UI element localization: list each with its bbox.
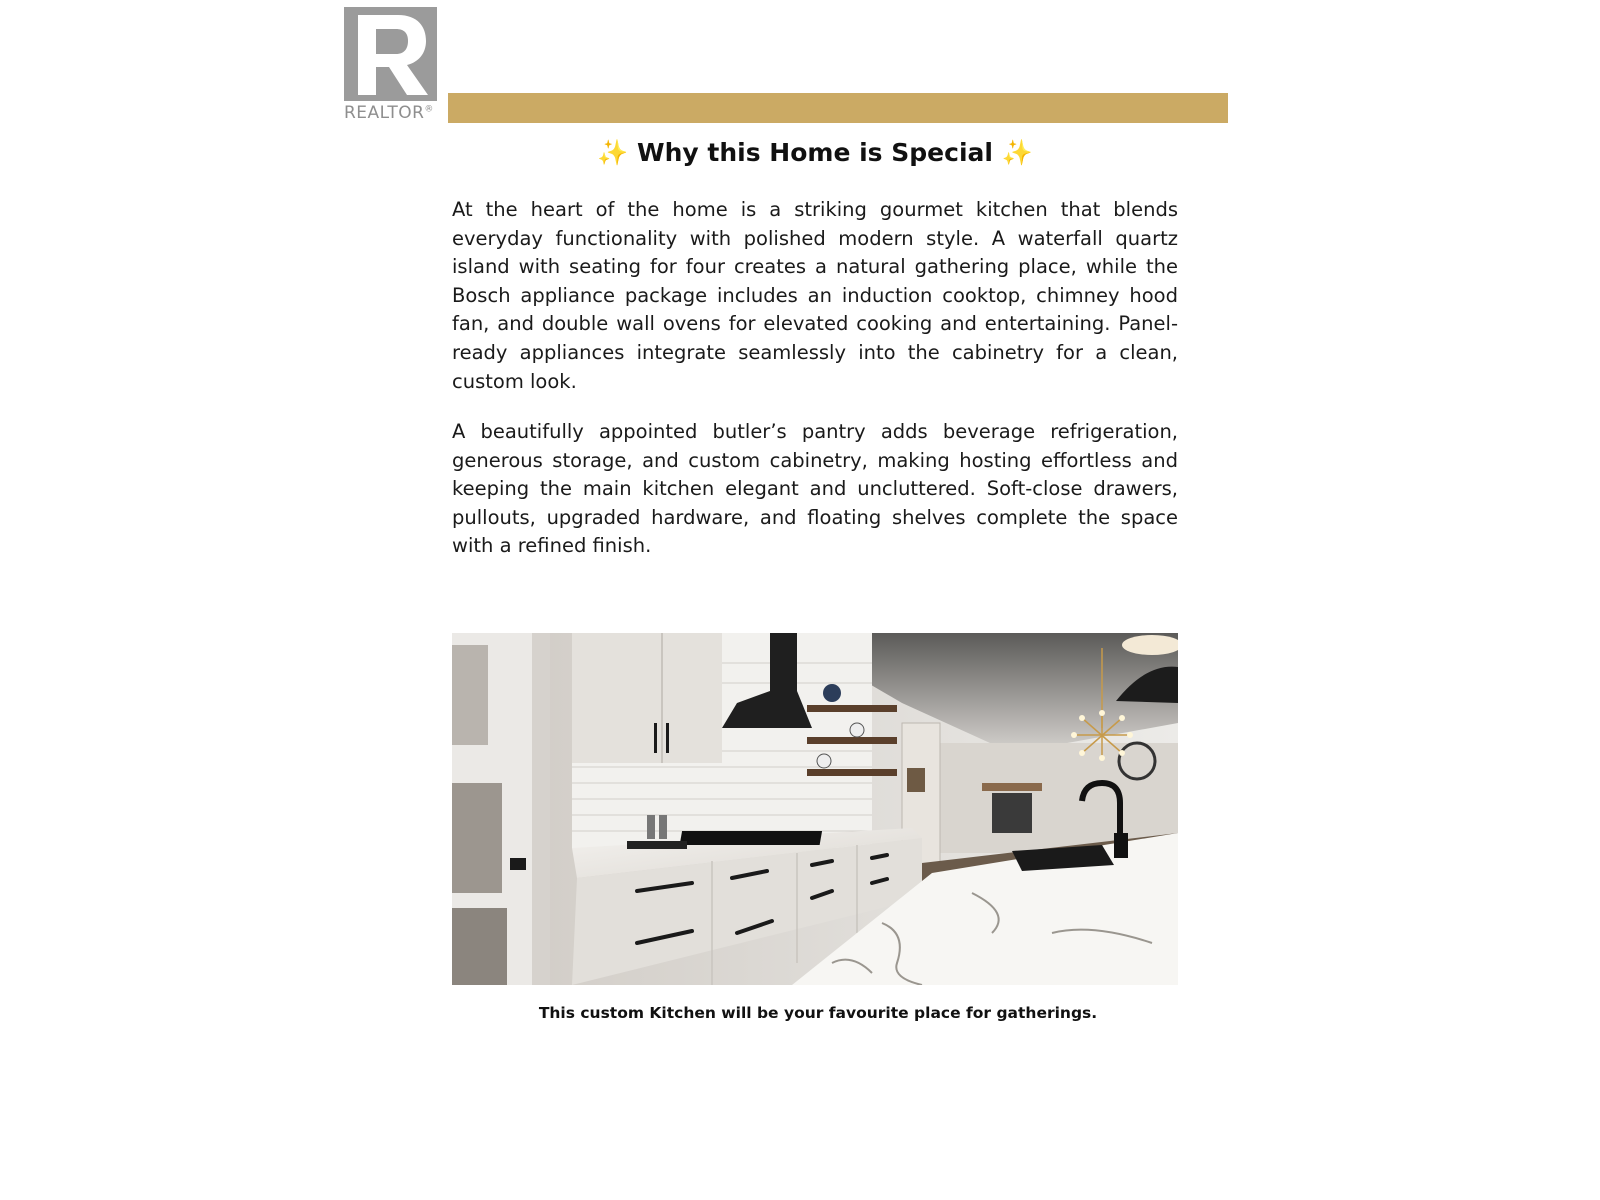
photo-caption: This custom Kitchen will be your favourite place for gatherings. xyxy=(538,1004,1098,1022)
kitchen-photo-illustration xyxy=(452,633,1178,985)
sparkle-icon-left: ✨ xyxy=(597,138,629,167)
paragraph-kitchen: At the heart of the home is a striking gourmet kitchen that blends everyday functionality with polished modern style. A waterfall quartz island with seating for four creates a natural gathering place, while the Bosch appliance package includes an induction cooktop, chimney hood fan, and double wall ovens for elevated cooking and entertaining. Panel-ready appliances integrate seamlessly into the cabinetry for a clean, custom look. xyxy=(452,198,1178,393)
realtor-logo-mark xyxy=(344,7,437,101)
sparkle-icon-right: ✨ xyxy=(1001,138,1033,167)
page-title-text: Why this Home is Special xyxy=(637,138,993,167)
header-gold-bar xyxy=(448,93,1228,123)
paragraph-butlers-pantry: A beautifully appointed butler’s pantry adds beverage refrigeration, generous storage, and custom cabinetry, making hosting effortless and keeping the main kitchen elegant and uncluttered. Soft-close drawers, pullouts, upgraded hardware, and floating shelves complete the space with a refined finish. xyxy=(452,420,1178,558)
registered-mark: ® xyxy=(424,104,434,115)
kitchen-photo xyxy=(452,633,1178,985)
realtor-logo xyxy=(344,7,448,125)
page-title xyxy=(452,138,1178,168)
realtor-wordmark-text: REALTOR xyxy=(344,103,425,123)
realtor-r-icon xyxy=(344,7,437,101)
realtor-wordmark xyxy=(344,103,434,123)
